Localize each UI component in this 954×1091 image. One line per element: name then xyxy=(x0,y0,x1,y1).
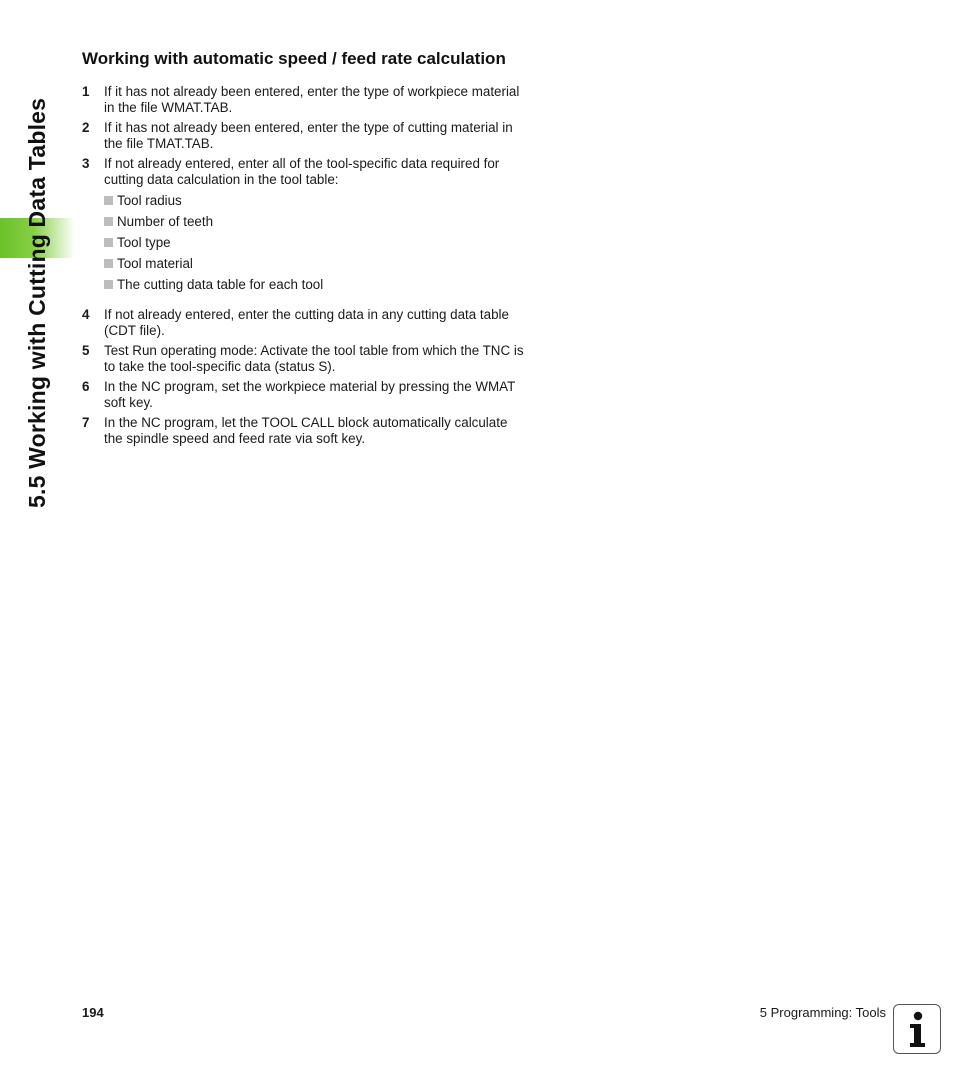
step-text: In the NC program, set the workpiece material by pressing the WMAT soft key. xyxy=(104,379,516,410)
step-number: 7 xyxy=(82,415,90,430)
bullet-square-icon xyxy=(104,196,113,205)
bullet-square-icon xyxy=(104,259,113,268)
bullet-text: Tool type xyxy=(117,235,171,250)
bullet-item xyxy=(104,214,527,235)
page-number: 194 xyxy=(82,1005,104,1020)
step-number: 5 xyxy=(82,343,90,358)
step-text: If not already entered, enter the cutting data in any cutting data table (CDT file). xyxy=(104,307,509,338)
bullet-square-icon xyxy=(104,280,113,289)
step-text: If not already entered, enter all of the tool-specific data required for cutting data calculation in the tool table: xyxy=(104,156,500,187)
step-number: 1 xyxy=(82,84,90,99)
bullet-text: Tool material xyxy=(117,256,193,271)
steps-list xyxy=(82,84,527,447)
step-item xyxy=(82,307,527,339)
step-number: 4 xyxy=(82,307,90,322)
bullet-text: Tool radius xyxy=(117,193,182,208)
step-number: 3 xyxy=(82,156,90,171)
step-number: 6 xyxy=(82,379,90,394)
bullet-text: The cutting data table for each tool xyxy=(117,277,324,292)
step-number: 2 xyxy=(82,120,90,135)
info-glyph-icon xyxy=(894,1005,939,1052)
step-item xyxy=(82,156,527,298)
chapter-label: 5 Programming: Tools xyxy=(759,1005,886,1020)
main-content xyxy=(82,48,527,451)
bullet-item xyxy=(104,256,527,277)
section-heading: Working with automatic speed / feed rate calculation xyxy=(82,49,506,68)
bullet-item xyxy=(104,193,527,214)
bullet-square-icon xyxy=(104,217,113,226)
step-item xyxy=(82,415,527,447)
step-item xyxy=(82,379,527,411)
bullet-square-icon xyxy=(104,238,113,247)
section-side-title: 5.5 Working with Cutting Data Tables xyxy=(24,97,50,508)
step-text: In the NC program, let the TOOL CALL block automatically calculate the spindle speed and feed rate via soft key. xyxy=(104,415,508,446)
step-text: Test Run operating mode: Activate the tool table from which the TNC is to take the tool-specific data (status S). xyxy=(104,343,524,374)
bullet-list xyxy=(104,193,527,298)
info-icon[interactable] xyxy=(893,1004,941,1054)
bullet-item xyxy=(104,277,527,298)
step-text: If it has not already been entered, enter the type of cutting material in the file TMAT.TAB. xyxy=(104,120,513,151)
bullet-item xyxy=(104,235,527,256)
step-item xyxy=(82,343,527,375)
step-item xyxy=(82,120,527,152)
step-text: If it has not already been entered, enter the type of workpiece material in the file WMAT.TAB. xyxy=(104,84,520,115)
step-item xyxy=(82,84,527,116)
bullet-text: Number of teeth xyxy=(117,214,214,229)
